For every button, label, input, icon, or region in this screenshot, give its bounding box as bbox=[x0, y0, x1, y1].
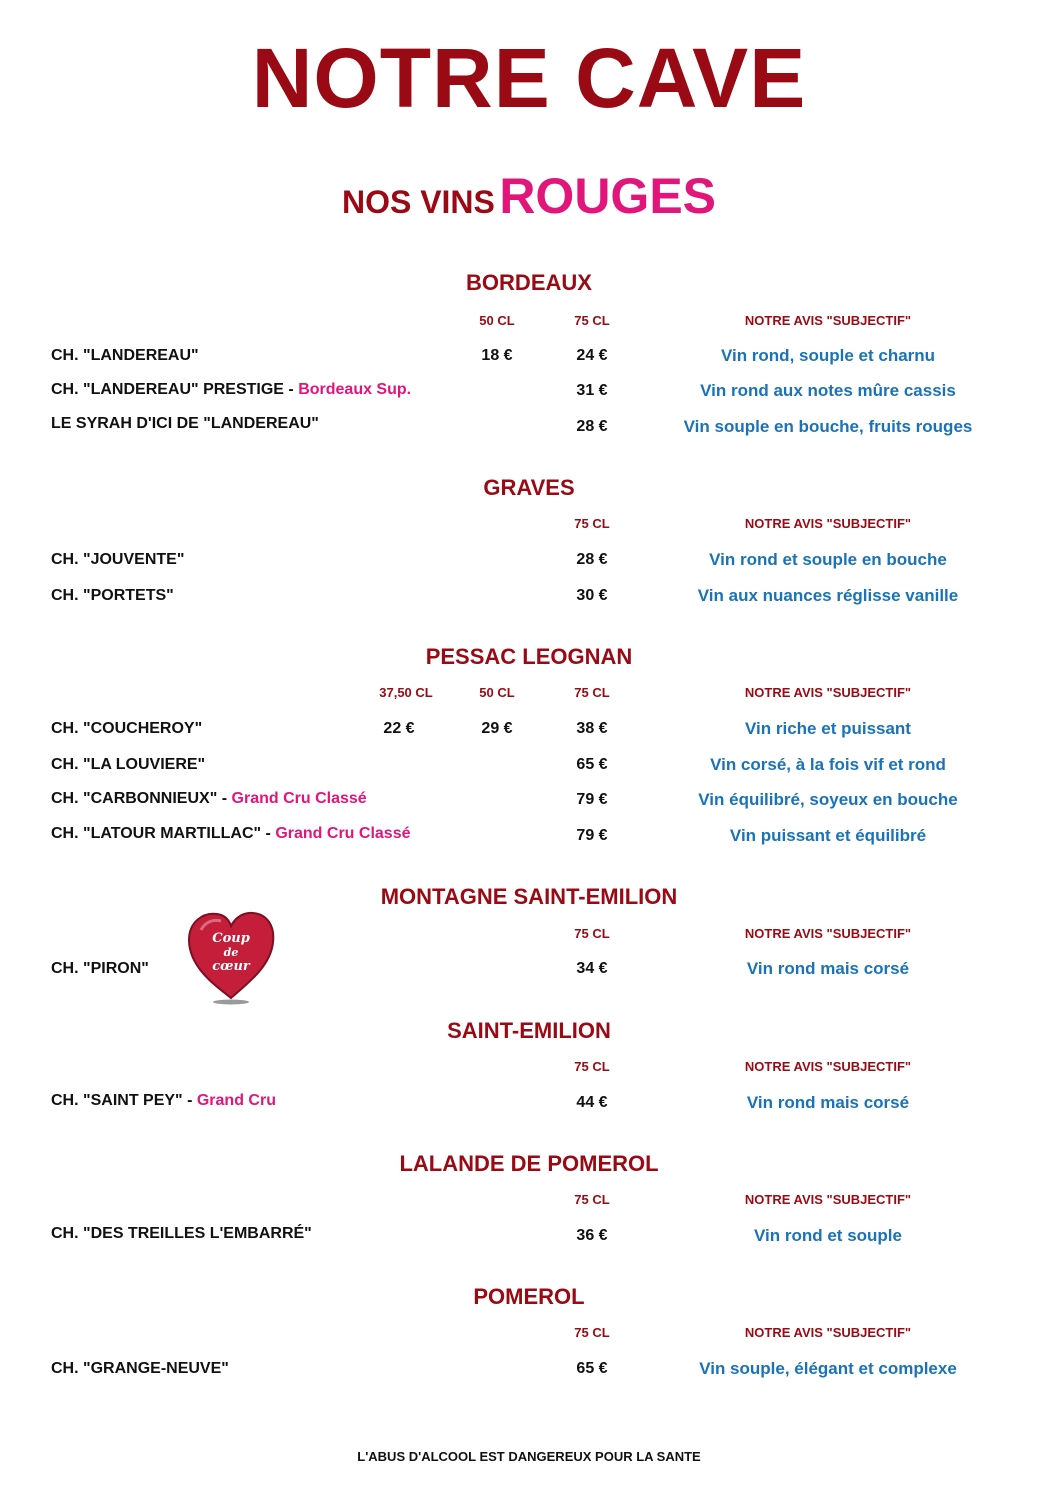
section-title-graves: GRAVES bbox=[483, 475, 575, 500]
subtitle-part2: ROUGES bbox=[499, 168, 717, 224]
wine-row bbox=[0, 826, 1058, 848]
wine-name: CH. "DES TREILLES L'EMBARRÉ" bbox=[51, 1225, 312, 1242]
column-header-75cl: 75 CL bbox=[574, 926, 610, 941]
wine-row bbox=[0, 959, 1058, 981]
price-75cl: 31 € bbox=[576, 382, 608, 399]
price-75cl: 65 € bbox=[576, 1360, 608, 1377]
subtitle-part1: NOS VINS bbox=[341, 184, 495, 220]
price-75cl: 36 € bbox=[576, 1227, 608, 1244]
price-75cl: 24 € bbox=[576, 347, 608, 364]
price-75cl: 79 € bbox=[576, 827, 608, 844]
price-75cl: 38 € bbox=[576, 720, 608, 737]
wine-name: CH. "CARBONNIEUX" - Grand Cru Classé bbox=[51, 790, 367, 807]
wine-row bbox=[0, 755, 1058, 777]
wine-row bbox=[0, 1226, 1058, 1248]
column-header-avis: NOTRE AVIS "SUBJECTIF" bbox=[744, 685, 912, 700]
wine-name: CH. "LANDEREAU" bbox=[51, 347, 199, 364]
wine-comment: Vin riche et puissant bbox=[745, 719, 911, 738]
section-title-pessac-leognan: PESSAC LEOGNAN bbox=[425, 644, 633, 669]
svg-text:de: de bbox=[223, 946, 239, 959]
column-header-75cl: 75 CL bbox=[574, 1325, 610, 1340]
wine-row bbox=[0, 550, 1058, 572]
column-header-avis: NOTRE AVIS "SUBJECTIF" bbox=[744, 516, 912, 531]
wine-row bbox=[0, 417, 1058, 439]
health-warning: L'ABUS D'ALCOOL EST DANGEREUX POUR LA SANTE bbox=[357, 1449, 701, 1464]
wine-name: CH. "LANDEREAU" PRESTIGE - Bordeaux Sup. bbox=[51, 381, 412, 398]
column-header-50cl: 50 CL bbox=[479, 685, 515, 700]
wine-name: CH. "JOUVENTE" bbox=[51, 551, 185, 568]
wine-comment: Vin rond aux notes mûre cassis bbox=[700, 381, 956, 400]
column-header-avis: NOTRE AVIS "SUBJECTIF" bbox=[744, 313, 912, 328]
price-37-50cl: 22 € bbox=[383, 720, 415, 737]
coup-de-coeur-heart-icon bbox=[183, 908, 279, 1008]
column-header-75cl: 75 CL bbox=[574, 685, 610, 700]
wine-name: LE SYRAH D'ICI DE "LANDEREAU" bbox=[51, 415, 319, 432]
wine-row bbox=[0, 586, 1058, 608]
wine-comment: Vin puissant et équilibré bbox=[729, 826, 927, 845]
wine-comment: Vin rond et souple en bouche bbox=[709, 550, 947, 569]
wine-comment: Vin souple, élégant et complexe bbox=[699, 1359, 957, 1378]
wine-comment: Vin rond mais corsé bbox=[746, 959, 910, 978]
wine-name: CH. "PORTETS" bbox=[51, 587, 174, 604]
section-title-montagne-saint-emilion: MONTAGNE SAINT-EMILION bbox=[380, 884, 678, 909]
section-title-pomerol: POMEROL bbox=[473, 1284, 585, 1309]
price-75cl: 28 € bbox=[576, 418, 608, 435]
wine-comment: Vin équilibré, soyeux en bouche bbox=[698, 790, 958, 809]
wine-comment: Vin souple en bouche, fruits rouges bbox=[683, 417, 973, 436]
price-75cl: 28 € bbox=[576, 551, 608, 568]
wine-row bbox=[0, 1359, 1058, 1381]
wine-row bbox=[0, 790, 1058, 812]
column-header-75cl: 75 CL bbox=[574, 1192, 610, 1207]
column-header-37-50cl: 37,50 CL bbox=[379, 685, 433, 700]
wine-comment: Vin corsé, à la fois vif et rond bbox=[710, 755, 946, 774]
page-subtitle bbox=[0, 166, 1058, 239]
price-50cl: 29 € bbox=[481, 720, 513, 737]
wine-name: CH. "GRANGE-NEUVE" bbox=[51, 1360, 229, 1377]
price-75cl: 34 € bbox=[576, 960, 608, 977]
section-title-lalande-de-pomerol: LALANDE DE POMEROL bbox=[399, 1151, 659, 1176]
wine-comment: Vin rond mais corsé bbox=[746, 1093, 910, 1112]
price-50cl: 18 € bbox=[481, 347, 513, 364]
wine-name: CH. "PIRON" bbox=[51, 960, 149, 977]
svg-text:Coup: Coup bbox=[212, 931, 250, 946]
wine-name: CH. "LA LOUVIERE" bbox=[51, 756, 206, 773]
wine-comment: Vin rond, souple et charnu bbox=[720, 346, 936, 365]
wine-row bbox=[0, 346, 1058, 368]
wine-name: CH. "COUCHEROY" bbox=[51, 720, 203, 737]
price-75cl: 30 € bbox=[576, 587, 608, 604]
column-header-75cl: 75 CL bbox=[574, 516, 610, 531]
price-75cl: 44 € bbox=[576, 1094, 608, 1111]
wine-row bbox=[0, 719, 1058, 741]
section-title-saint-emilion: SAINT-EMILION bbox=[447, 1018, 611, 1043]
column-header-75cl: 75 CL bbox=[574, 1059, 610, 1074]
column-header-75cl: 75 CL bbox=[574, 313, 610, 328]
column-header-avis: NOTRE AVIS "SUBJECTIF" bbox=[744, 926, 912, 941]
price-75cl: 65 € bbox=[576, 756, 608, 773]
wine-row bbox=[0, 1093, 1058, 1115]
wine-row bbox=[0, 381, 1058, 403]
page-title: NOTRE CAVE bbox=[251, 31, 807, 125]
column-header-50cl: 50 CL bbox=[479, 313, 515, 328]
svg-text:cœur: cœur bbox=[212, 959, 250, 974]
wine-name: CH. "LATOUR MARTILLAC" - Grand Cru Classé bbox=[51, 825, 411, 842]
wine-appellation: Grand Cru Classé bbox=[231, 790, 367, 807]
wine-appellation: Grand Cru Classé bbox=[275, 825, 411, 842]
wine-name: CH. "SAINT PEY" - Grand Cru bbox=[51, 1092, 276, 1109]
column-header-avis: NOTRE AVIS "SUBJECTIF" bbox=[744, 1059, 912, 1074]
wine-comment: Vin rond et souple bbox=[754, 1226, 902, 1245]
wine-comment: Vin aux nuances réglisse vanille bbox=[697, 586, 959, 605]
column-header-avis: NOTRE AVIS "SUBJECTIF" bbox=[744, 1192, 912, 1207]
section-title-bordeaux: BORDEAUX bbox=[466, 270, 592, 295]
wine-appellation: Bordeaux Sup. bbox=[298, 381, 412, 398]
wine-appellation: Grand Cru bbox=[196, 1092, 276, 1109]
column-header-avis: NOTRE AVIS "SUBJECTIF" bbox=[744, 1325, 912, 1340]
price-75cl: 79 € bbox=[576, 791, 608, 808]
